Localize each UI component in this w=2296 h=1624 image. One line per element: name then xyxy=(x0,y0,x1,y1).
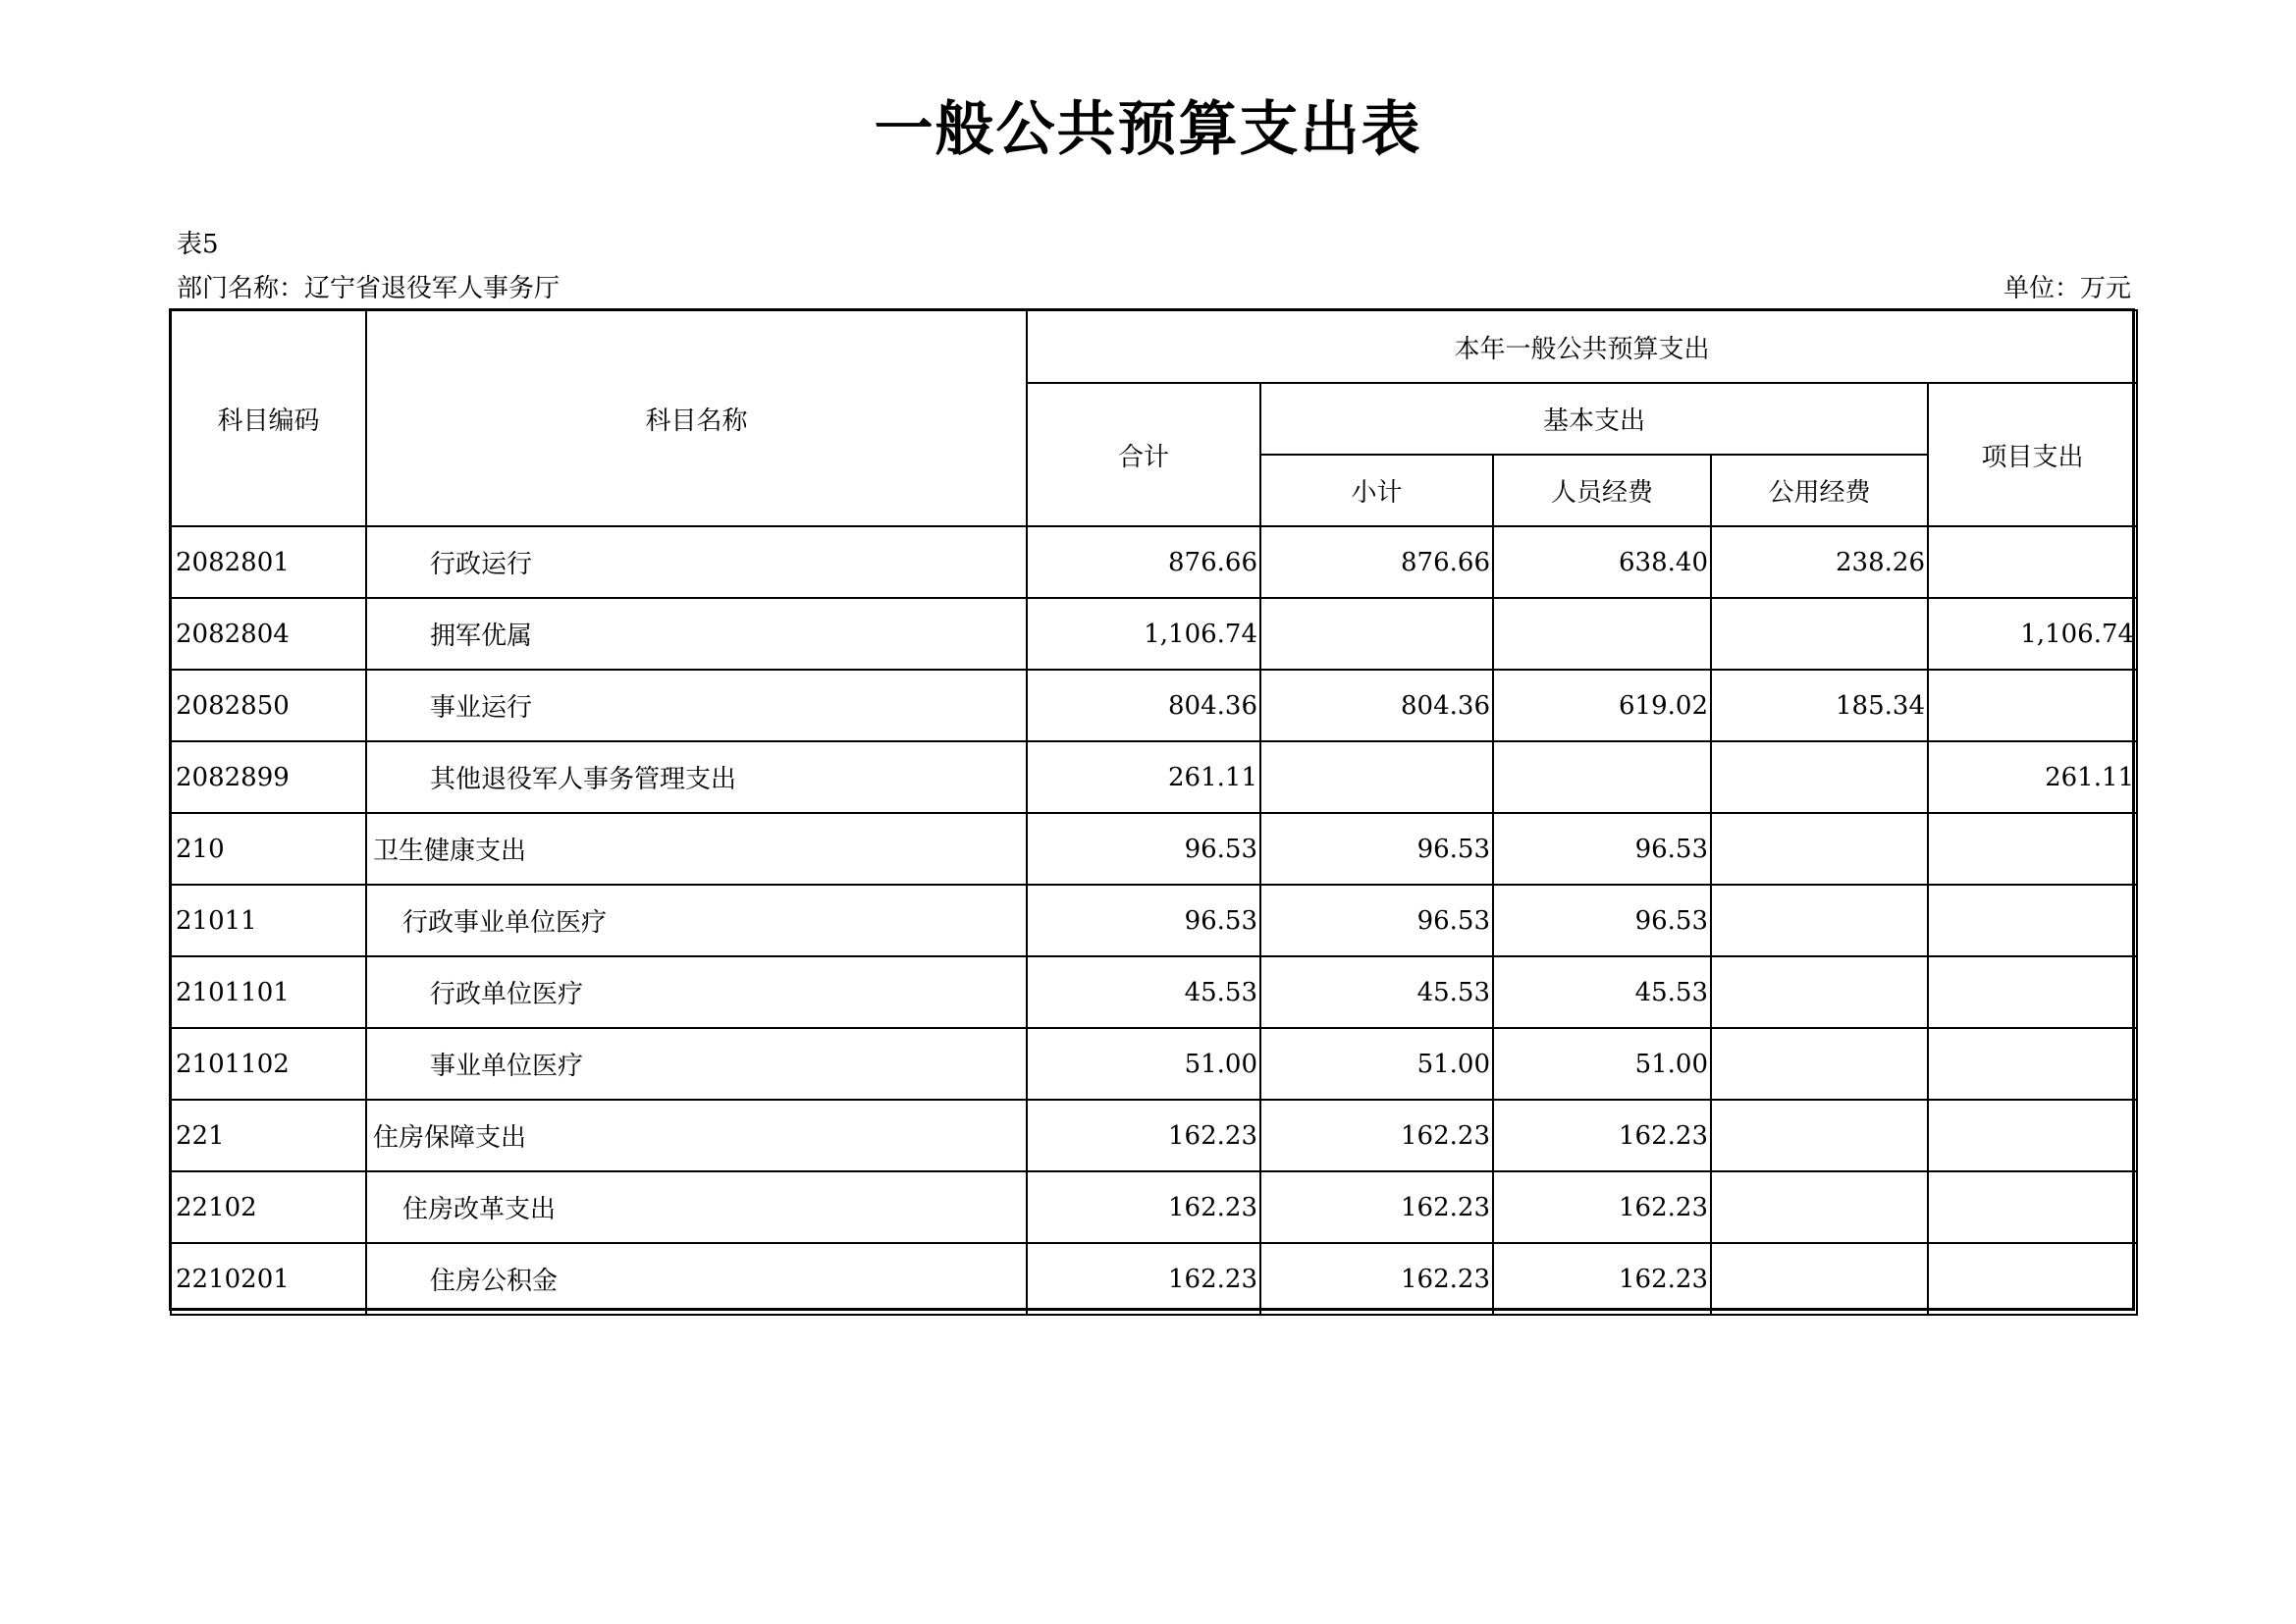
cell-subtotal: 45.53 xyxy=(1260,956,1493,1028)
cell-code: 210 xyxy=(171,813,366,885)
cell-code: 2082850 xyxy=(171,670,366,741)
cell-code: 2082801 xyxy=(171,526,366,598)
cell-code: 221 xyxy=(171,1100,366,1171)
cell-public xyxy=(1711,813,1928,885)
cell-code: 22102 xyxy=(171,1171,366,1243)
cell-personnel: 96.53 xyxy=(1493,885,1711,956)
cell-project xyxy=(1928,670,2137,741)
cell-personnel: 638.40 xyxy=(1493,526,1711,598)
cell-personnel xyxy=(1493,598,1711,670)
cell-personnel: 619.02 xyxy=(1493,670,1711,741)
cell-name: 事业单位医疗 xyxy=(366,1028,1027,1100)
table-row xyxy=(171,1100,2137,1171)
header-total: 合计 xyxy=(1027,383,1260,526)
cell-name: 卫生健康支出 xyxy=(366,813,1027,885)
table-row xyxy=(171,956,2137,1028)
table-body xyxy=(171,526,2137,1315)
cell-code: 2082899 xyxy=(171,741,366,813)
cell-total: 162.23 xyxy=(1027,1243,1260,1315)
table-row xyxy=(171,598,2137,670)
cell-project: 1,106.74 xyxy=(1928,598,2137,670)
cell-project xyxy=(1928,1028,2137,1100)
cell-name: 住房公积金 xyxy=(366,1243,1027,1315)
cell-subtotal: 162.23 xyxy=(1260,1243,1493,1315)
table-row xyxy=(171,1243,2137,1315)
table-row xyxy=(171,1171,2137,1243)
table-row xyxy=(171,741,2137,813)
cell-subtotal xyxy=(1260,741,1493,813)
cell-public xyxy=(1711,1028,1928,1100)
cell-name: 行政运行 xyxy=(366,526,1027,598)
cell-name: 拥军优属 xyxy=(366,598,1027,670)
cell-subtotal: 804.36 xyxy=(1260,670,1493,741)
cell-code: 2101101 xyxy=(171,956,366,1028)
header-code: 科目编码 xyxy=(171,310,366,526)
cell-name: 住房保障支出 xyxy=(366,1100,1027,1171)
cell-project xyxy=(1928,885,2137,956)
cell-subtotal: 162.23 xyxy=(1260,1171,1493,1243)
cell-code: 2082804 xyxy=(171,598,366,670)
table-row xyxy=(171,813,2137,885)
cell-public xyxy=(1711,1100,1928,1171)
department-name: 部门名称：辽宁省退役军人事务厅 xyxy=(177,274,561,303)
cell-public xyxy=(1711,956,1928,1028)
cell-personnel: 162.23 xyxy=(1493,1243,1711,1315)
header-name: 科目名称 xyxy=(366,310,1027,526)
cell-total: 261.11 xyxy=(1027,741,1260,813)
cell-public: 238.26 xyxy=(1711,526,1928,598)
cell-total: 162.23 xyxy=(1027,1171,1260,1243)
header-basic: 基本支出 xyxy=(1260,383,1928,455)
cell-personnel: 162.23 xyxy=(1493,1100,1711,1171)
cell-total: 876.66 xyxy=(1027,526,1260,598)
table-number: 表5 xyxy=(177,230,219,259)
cell-total: 45.53 xyxy=(1027,956,1260,1028)
cell-personnel xyxy=(1493,741,1711,813)
cell-personnel: 162.23 xyxy=(1493,1171,1711,1243)
cell-project xyxy=(1928,526,2137,598)
cell-personnel: 96.53 xyxy=(1493,813,1711,885)
cell-total: 96.53 xyxy=(1027,885,1260,956)
header-project: 项目支出 xyxy=(1928,383,2137,526)
cell-name: 行政事业单位医疗 xyxy=(366,885,1027,956)
unit-label: 单位：万元 xyxy=(2002,274,2131,303)
cell-subtotal xyxy=(1260,598,1493,670)
cell-project: 261.11 xyxy=(1928,741,2137,813)
table-row xyxy=(171,670,2137,741)
cell-code: 2101102 xyxy=(171,1028,366,1100)
cell-public xyxy=(1711,885,1928,956)
cell-total: 1,106.74 xyxy=(1027,598,1260,670)
cell-public: 185.34 xyxy=(1711,670,1928,741)
cell-subtotal: 96.53 xyxy=(1260,885,1493,956)
header-personnel: 人员经费 xyxy=(1493,455,1711,526)
cell-public xyxy=(1711,741,1928,813)
page-title: 一般公共预算支出表 xyxy=(874,95,1422,164)
cell-name: 其他退役军人事务管理支出 xyxy=(366,741,1027,813)
cell-public xyxy=(1711,1171,1928,1243)
cell-name: 行政单位医疗 xyxy=(366,956,1027,1028)
header-public: 公用经费 xyxy=(1711,455,1928,526)
cell-total: 51.00 xyxy=(1027,1028,1260,1100)
cell-project xyxy=(1928,1171,2137,1243)
cell-public xyxy=(1711,598,1928,670)
cell-public xyxy=(1711,1243,1928,1315)
cell-project xyxy=(1928,956,2137,1028)
table-row xyxy=(171,885,2137,956)
cell-project xyxy=(1928,1100,2137,1171)
table-row xyxy=(171,1028,2137,1100)
cell-code: 21011 xyxy=(171,885,366,956)
table-row xyxy=(171,526,2137,598)
cell-subtotal: 96.53 xyxy=(1260,813,1493,885)
cell-personnel: 51.00 xyxy=(1493,1028,1711,1100)
cell-name: 事业运行 xyxy=(366,670,1027,741)
cell-total: 96.53 xyxy=(1027,813,1260,885)
cell-project xyxy=(1928,813,2137,885)
cell-code: 2210201 xyxy=(171,1243,366,1315)
cell-subtotal: 162.23 xyxy=(1260,1100,1493,1171)
cell-total: 804.36 xyxy=(1027,670,1260,741)
cell-subtotal: 876.66 xyxy=(1260,526,1493,598)
cell-name: 住房改革支出 xyxy=(366,1171,1027,1243)
cell-subtotal: 51.00 xyxy=(1260,1028,1493,1100)
budget-expenditure-table xyxy=(170,309,2138,1316)
cell-personnel: 45.53 xyxy=(1493,956,1711,1028)
cell-total: 162.23 xyxy=(1027,1100,1260,1171)
header-group: 本年一般公共预算支出 xyxy=(1027,310,2137,383)
cell-project xyxy=(1928,1243,2137,1315)
header-subtotal: 小计 xyxy=(1260,455,1493,526)
